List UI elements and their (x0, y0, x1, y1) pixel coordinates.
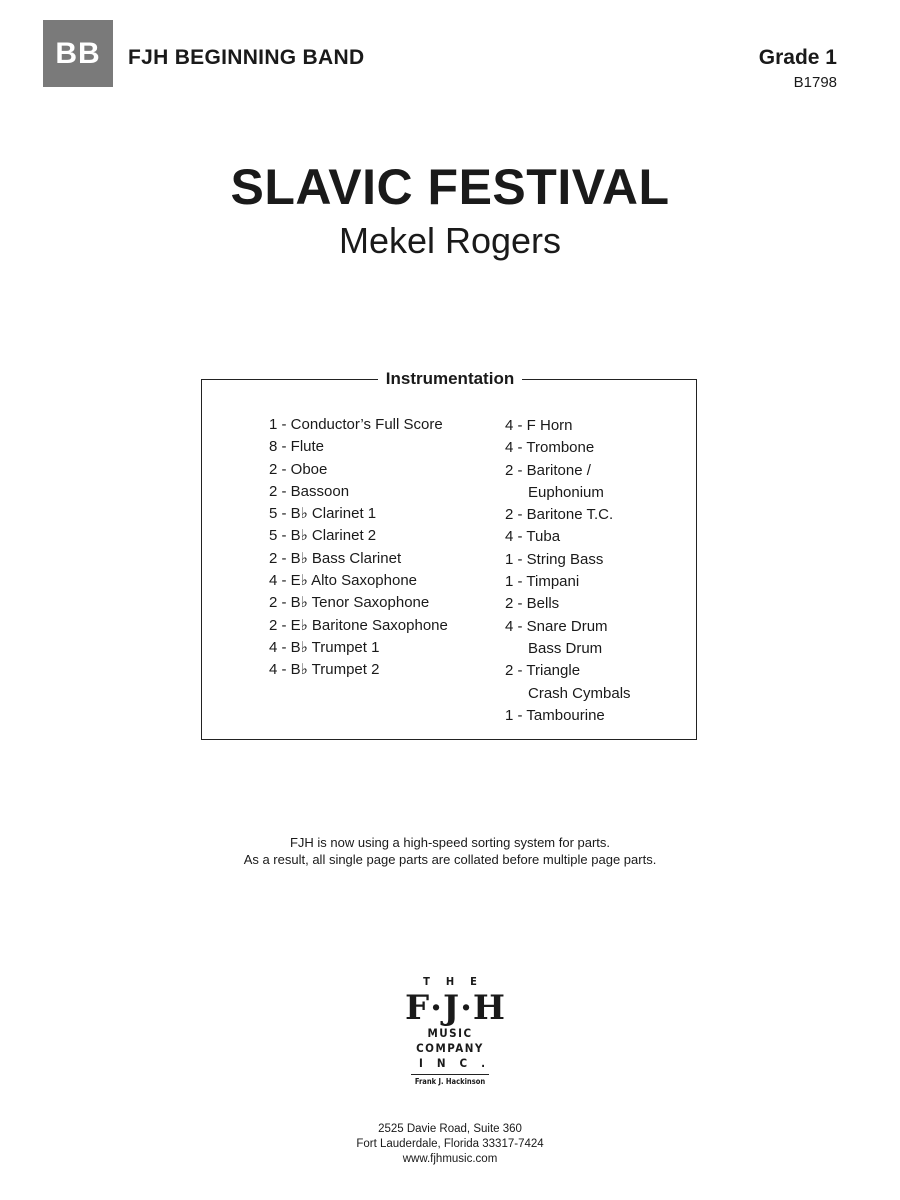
instrumentation-heading (0, 369, 900, 389)
list-item: 2 - E♭ Baritone Saxophone (269, 616, 448, 634)
list-item: 4 - B♭ Trumpet 2 (269, 661, 380, 679)
catalog-code: B1798 (793, 74, 837, 91)
list-item: 2 - Bassoon (269, 482, 350, 500)
instrument-list-left (269, 414, 448, 682)
logo-company: COMPANY (416, 1041, 484, 1055)
list-item: 4 - B♭ Trumpet 1 (269, 638, 380, 656)
list-item: 4 - F Horn (505, 417, 573, 434)
series-name: FJH BEGINNING BAND (128, 46, 365, 69)
logo-music: MUSIC (427, 1026, 473, 1040)
grade-level: Grade 1 (758, 46, 837, 69)
list-item-continuation: Bass Drum (528, 639, 603, 657)
logo-founder: Frank J. Hackinson (414, 1077, 486, 1086)
list-item: 8 - Flute (269, 438, 325, 456)
logo-inc: INC. (419, 1056, 500, 1070)
website-link[interactable]: www.fjhmusic.com (402, 1153, 498, 1165)
list-item: 2 - Baritone T.C. (505, 506, 614, 524)
list-item-continuation: Crash Cymbals (528, 684, 631, 702)
composer-name: Mekel Rogers (338, 220, 562, 261)
instrumentation-heading-text: Instrumentation (378, 369, 522, 388)
list-item: 2 - Bells (505, 595, 560, 613)
logo-fjh: F·J·H (405, 988, 507, 1028)
page-title: SLAVIC FESTIVAL (230, 159, 670, 215)
note-line: FJH is now using a high-speed sorting system for parts. (289, 835, 611, 850)
logo-the: THE (423, 975, 493, 988)
list-item: 4 - Trombone (505, 439, 595, 457)
list-item: 2 - Baritone / (505, 461, 591, 479)
list-item-continuation: Euphonium (528, 483, 604, 501)
list-item: 2 - B♭ Tenor Saxophone (269, 594, 430, 612)
list-item: 4 - Tuba (505, 528, 561, 546)
list-item: 4 - Snare Drum (505, 617, 608, 635)
list-item: 2 - B♭ Bass Clarinet (269, 549, 402, 567)
sorting-note (0, 834, 900, 868)
list-item: 1 - Conductor’s Full Score (269, 416, 443, 433)
list-item: 1 - Timpani (505, 573, 580, 591)
note-line: As a result, all single page parts are collated before multiple page parts. (243, 852, 657, 867)
list-item: 5 - B♭ Clarinet 2 (269, 527, 377, 545)
list-item: 1 - String Bass (505, 550, 604, 568)
list-item: 1 - Tambourine (505, 706, 605, 724)
series-badge: BB (43, 20, 113, 87)
instrument-list-right (505, 415, 631, 727)
list-item: 5 - B♭ Clarinet 1 (269, 505, 377, 523)
list-item: 2 - Triangle (505, 662, 581, 680)
publisher-logo (405, 975, 507, 1086)
logo-divider (411, 1074, 489, 1075)
address-line: 2525 Davie Road, Suite 360 (378, 1123, 522, 1135)
list-item: 2 - Oboe (269, 460, 328, 478)
address-line: Fort Lauderdale, Florida 33317-7424 (356, 1138, 544, 1150)
publisher-address (0, 1122, 900, 1167)
list-item: 4 - E♭ Alto Saxophone (269, 572, 418, 590)
